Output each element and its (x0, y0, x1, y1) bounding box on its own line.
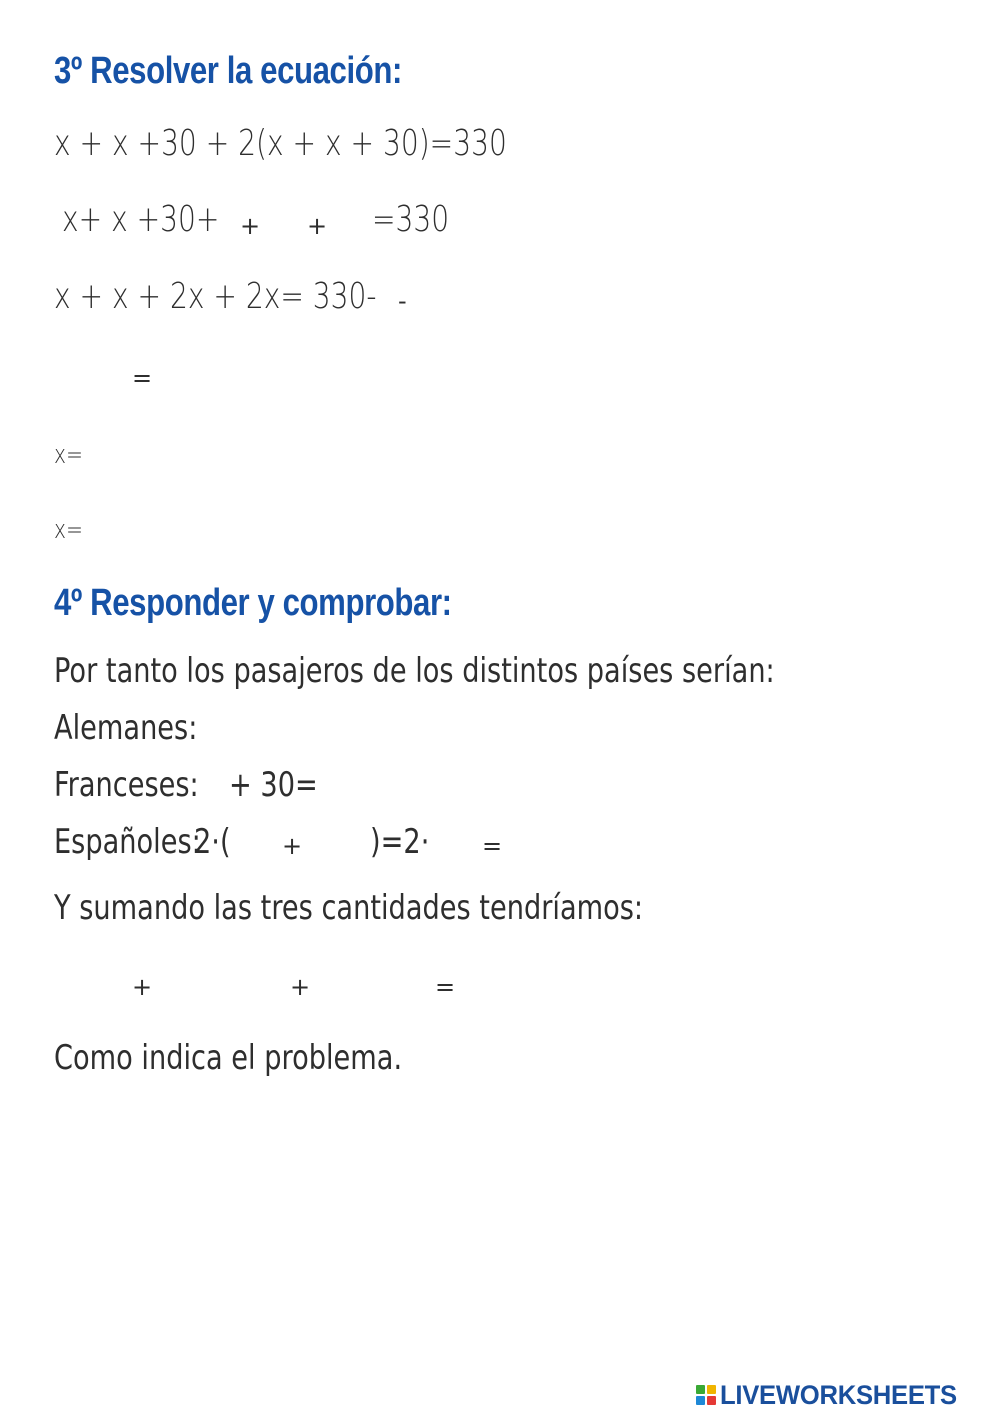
franceses-label: Franceses: (54, 765, 199, 805)
logo-cell-icon (696, 1396, 705, 1405)
franceses-expression: + 30= (229, 765, 318, 805)
intro-text: Por tanto los pasajeros de los distintos países serían: (54, 651, 775, 691)
logo-grid-icon (696, 1385, 716, 1405)
sum-intro-text: Y sumando las tres cantidades tendríamos: (54, 888, 644, 928)
equation-line-5: x= (54, 440, 83, 470)
equation-line-2-start: x+ x +30+ (62, 199, 220, 240)
equation-line-3-minus: - (398, 287, 407, 315)
logo-text: LIVEWORKSHEETS (720, 1379, 957, 1410)
section-4-heading: 4º Responder y comprobar: (54, 582, 452, 624)
sum-plus-2: + (290, 973, 311, 1001)
logo-cell-icon (707, 1385, 716, 1394)
espanoles-equals: = (482, 832, 503, 860)
equation-line-4-equals: = (132, 364, 153, 392)
espanoles-label: Españoles: (54, 822, 201, 862)
espanoles-plus: + (282, 832, 303, 860)
sum-plus-1: + (132, 973, 153, 1001)
espanoles-open: 2·( (194, 822, 231, 862)
logo-cell-icon (696, 1385, 705, 1394)
conclusion-text: Como indica el problema. (54, 1038, 403, 1078)
equation-line-2-plus-1: + (240, 212, 261, 240)
section-3-heading: 3º Resolver la ecuación: (54, 50, 402, 92)
sum-equals: = (435, 973, 456, 1001)
equation-line-2-plus-2: + (307, 212, 328, 240)
logo-cell-icon (707, 1396, 716, 1405)
equation-line-6: x= (54, 515, 83, 545)
equation-line-2-end: =330 (372, 199, 450, 240)
equation-line-3-start: x + x + 2x + 2x= 330- (54, 276, 377, 317)
equation-line-1: x + x +30 + 2(x + x + 30)=330 (54, 123, 507, 164)
espanoles-close: )=2· (370, 822, 430, 862)
liveworksheets-logo (696, 1380, 969, 1410)
alemanes-label: Alemanes: (54, 708, 198, 748)
